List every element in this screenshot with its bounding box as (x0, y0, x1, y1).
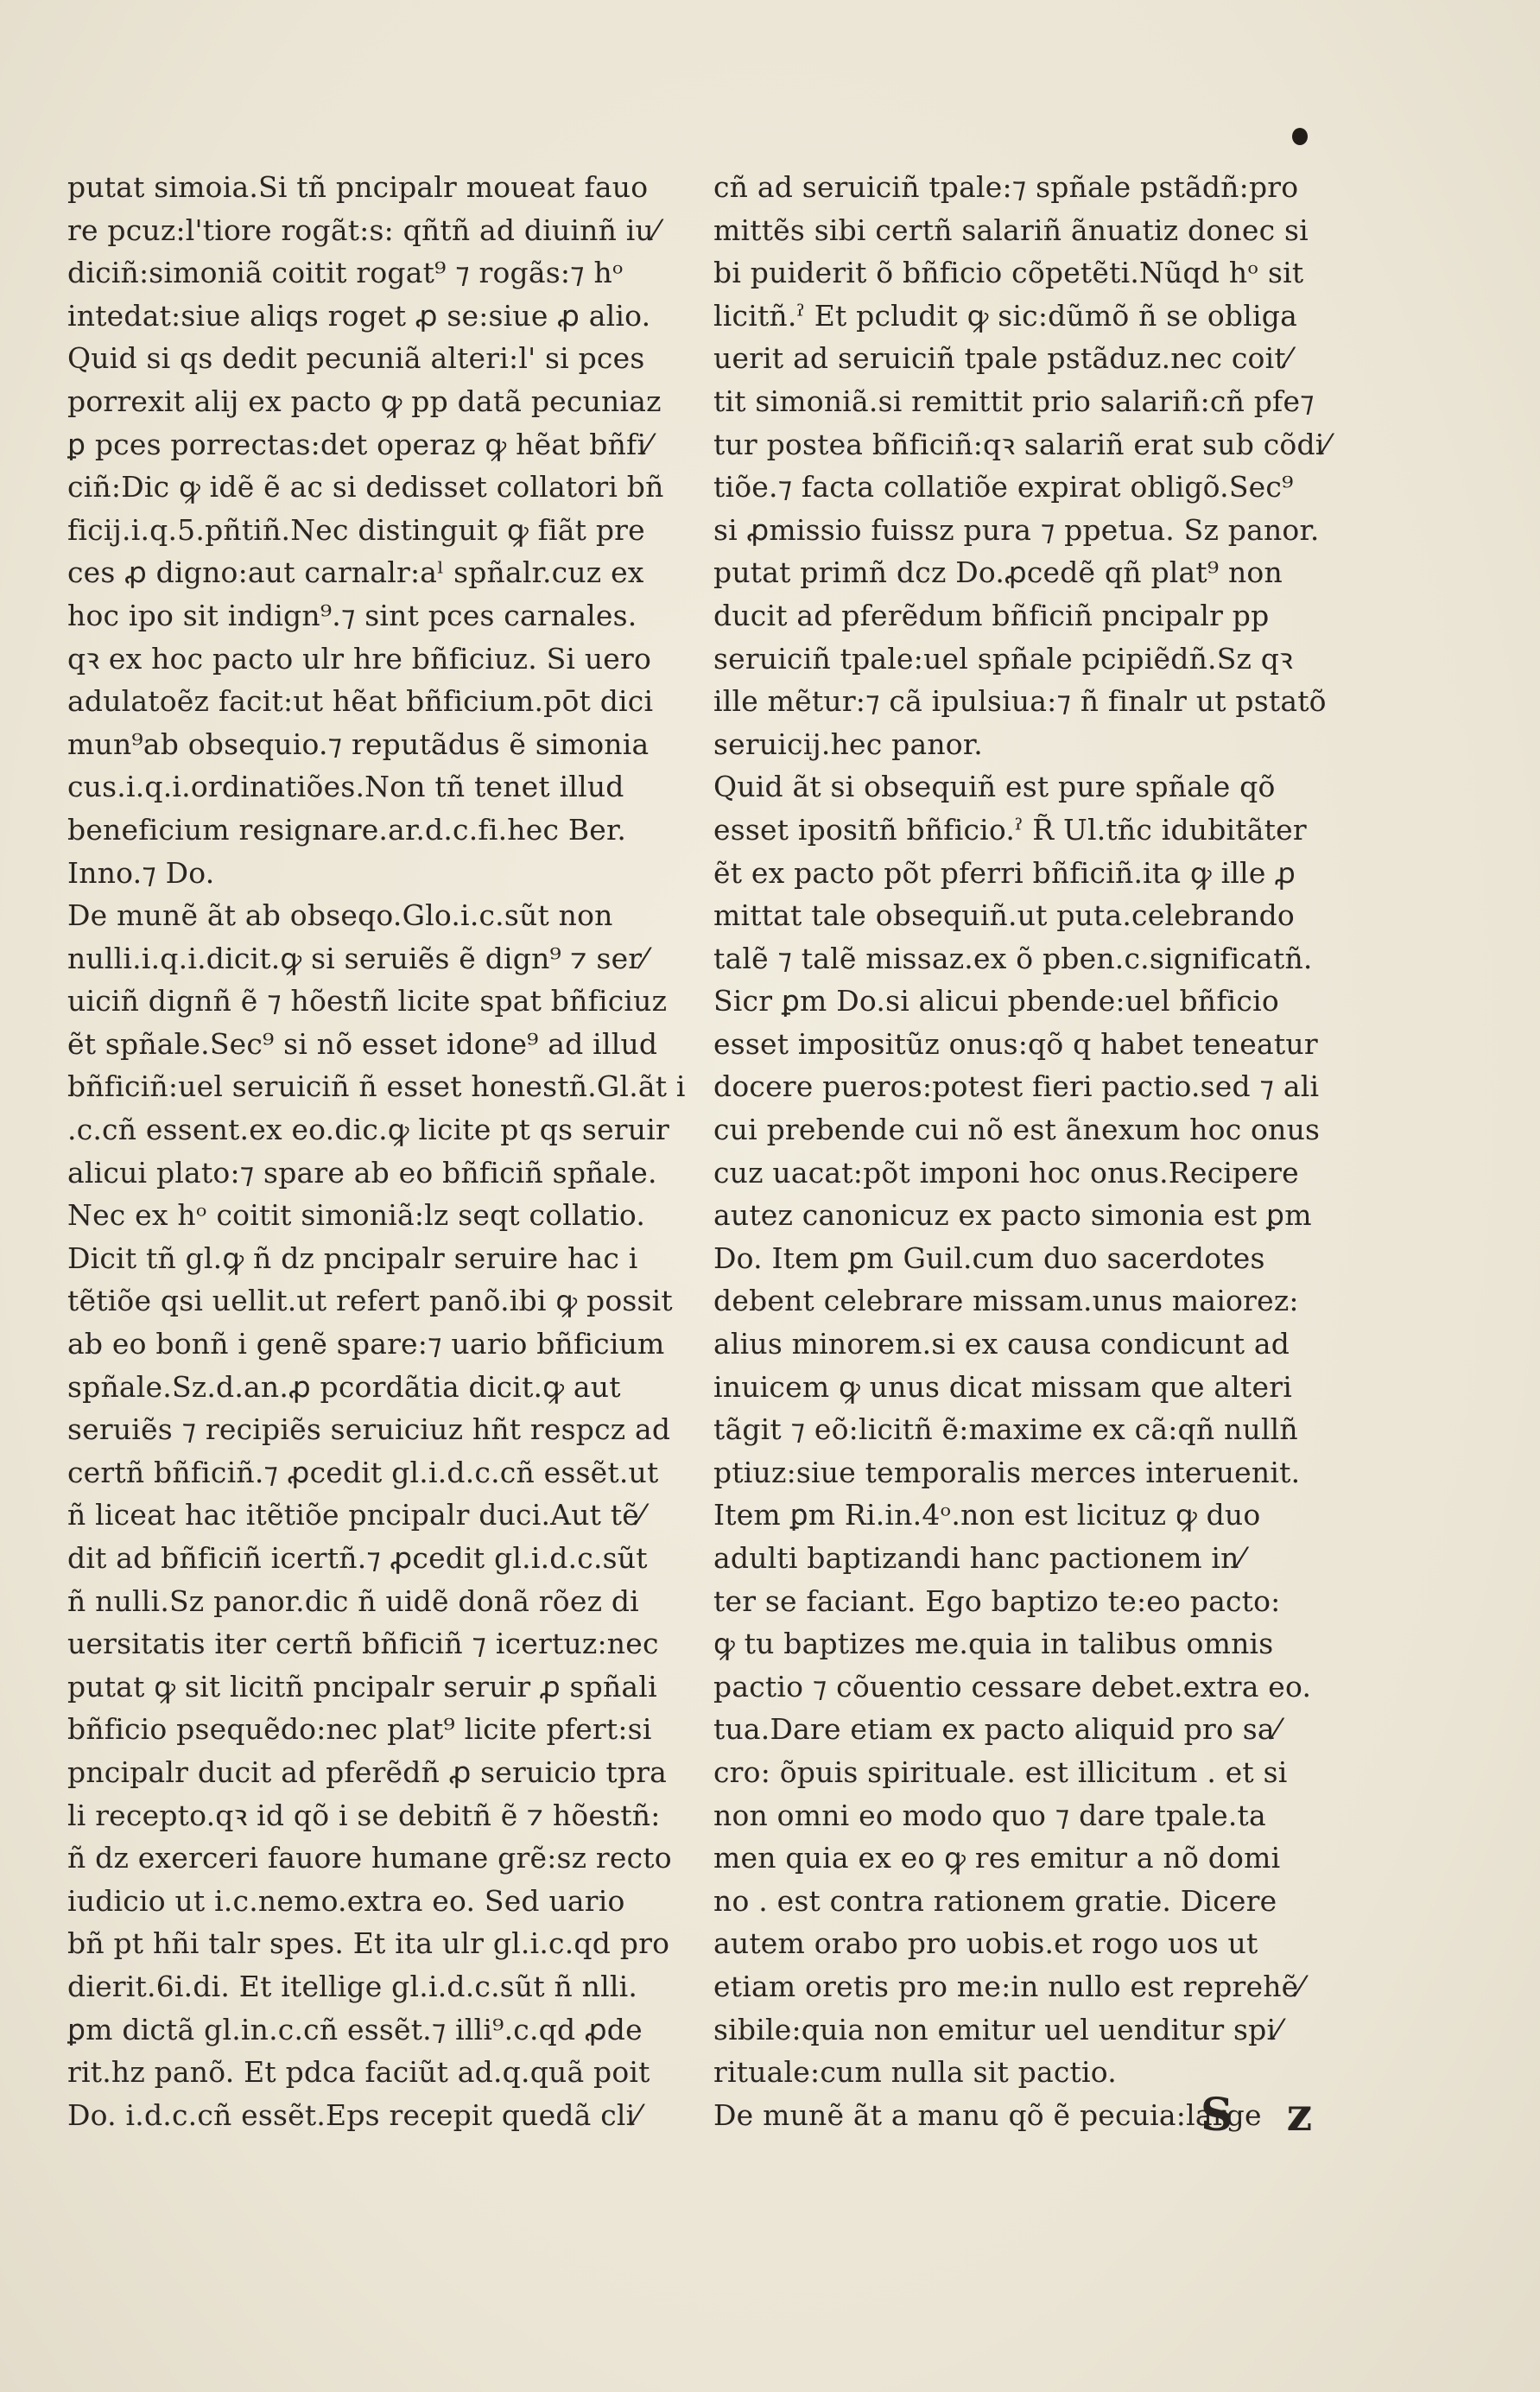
text-line: Sicr ꝑm Do.si alicui pbende:uel bñficio (713, 984, 1279, 1018)
text-line: uiciñ dignñ ẽ ⁊ hõestñ licite spat bñficiuz (67, 984, 668, 1018)
text-line: cui prebende cui nõ est ãnexum hoc onus (713, 1113, 1321, 1147)
text-line: ñ dz exerceri fauore humane grẽ:sz recto (67, 1841, 672, 1875)
text-line: talẽ ⁊ talẽ missaz.ex õ pben.c.significatñ. (713, 941, 1313, 975)
text-line: .c.cñ essent.ex eo.dic.ꝙ licite pt qs seruir (67, 1113, 669, 1147)
text-line: ab eo bonñ i genẽ spare:⁊ uario bñficium (67, 1327, 665, 1361)
text-line: tua.Dare etiam ex pacto aliquid pro sa⁄ (713, 1712, 1280, 1747)
text-line: sibile:quia non emitur uel uenditur spi⁄ (713, 2012, 1281, 2046)
text-line: seruicij.hec panor. (713, 726, 983, 761)
text-line: esset impositũz onus:qõ q habet teneatur (713, 1026, 1318, 1061)
text-line: inuicem ꝙ unus dicat missam que alteri (713, 1369, 1292, 1404)
text-line: ciñ:Dic ꝙ idẽ ẽ ac si dedisset collatori bñ (67, 470, 664, 504)
text-line: uerit ad seruiciñ tpale pstãduz.nec coit⁄ (713, 341, 1291, 376)
text-line: ces ꝓ digno:aut carnalr:aˡ spñalr.cuz ex (67, 555, 644, 590)
text-line: men quia ex eo ꝙ res emitur a nõ domi (713, 1841, 1281, 1875)
text-line: autez canonicuz ex pacto simonia est ꝑm (713, 1198, 1312, 1233)
text-line: li recepto.qꝛ id qõ i se debitñ ẽ ⁊ hõestñ: (67, 1798, 661, 1832)
text-line: Do. i.d.c.cñ essẽt.Eps recepit quedã cli⁄ (67, 2097, 641, 2132)
text-line: De munẽ ãt ab obseqo.Glo.i.c.sũt non (67, 898, 613, 933)
text-line: De munẽ ãt a manu qõ ẽ pecuia:large (713, 2097, 1262, 2132)
text-line: alius minorem.si ex causa condicunt ad (713, 1327, 1290, 1361)
text-line: no . est contra rationem gratie. Dicere (713, 1883, 1277, 1918)
text-line: re pcuz:l'tiore rogãt:s: qñtñ ad diuinñ iu⁄ (67, 213, 659, 247)
text-line: licitñ.ˀ Et pcludit ꝙ sic:dũmõ ñ se obliga (713, 298, 1297, 333)
text-line: mun⁹ab obsequio.⁊ reputãdus ẽ simonia (67, 726, 650, 761)
text-line: docere pueros:potest fieri pactio.sed ⁊ ali (713, 1069, 1320, 1104)
text-line: pncipalr ducit ad pferẽdñ ꝓ seruicio tpra (67, 1754, 668, 1789)
text-line: hoc ipo sit indign⁹.⁊ sint pces carnales. (67, 598, 637, 632)
text-line: ille mẽtur:⁊ cã ipulsiua:⁊ ñ finalr ut pstatõ (713, 684, 1327, 719)
text-line: adulti baptizandi hanc pactionem in⁄ (713, 1541, 1245, 1575)
text-line: ptiuz:siue temporalis merces interuenit. (713, 1455, 1301, 1489)
text-line: si ꝓmissio fuissz pura ⁊ ppetua. Sz panor. (713, 512, 1320, 547)
text-line: mittat tale obsequiñ.ut puta.celebrando (713, 898, 1295, 933)
text-line: rit.hz panõ. Et pdca faciũt ad.q.quã poit (67, 2055, 650, 2090)
text-line: tur postea bñficiñ:qꝛ salariñ erat sub cõdi⁄ (713, 427, 1330, 461)
text-line: etiam oretis pro me:in nullo est reprehẽ⁄ (713, 1969, 1304, 2003)
text-line: debent celebrare missam.unus maiorez: (713, 1284, 1299, 1318)
text-line: Quid si qs dedit pecuniã alteri:l' si pces (67, 341, 645, 376)
text-line: porrexit alij ex pacto ꝙ pp datã pecuniaz (67, 384, 662, 418)
text-line: ficij.i.q.5.pñtiñ.Nec distinguit ꝙ fiãt pre (67, 512, 645, 547)
text-line: tẽtiõe qsi uellit.ut refert panõ.ibi ꝙ possit (67, 1284, 673, 1318)
text-line: bi puiderit õ bñficio cõpetẽti.Nũqd hᵒ sit (713, 256, 1304, 290)
text-line: non omni eo modo quo ⁊ dare tpale.ta (713, 1798, 1266, 1832)
text-line: spñale.Sz.d.an.ꝓ pcordãtia dicit.ꝙ aut (67, 1369, 621, 1404)
text-line: ꝑ pces porrectas:det operaz ꝙ hẽat bñfi⁄ (67, 427, 651, 461)
text-line: seruiẽs ⁊ recipiẽs seruiciuz hñt respcz ad (67, 1412, 671, 1447)
text-line: putat simoia.Si tñ pncipalr moueat fauo (67, 170, 649, 204)
text-line: putat ꝙ sit licitñ pncipalr seruir ꝓ spñali (67, 1669, 657, 1704)
right-text-column (713, 166, 1378, 2136)
text-line: cuz uacat:põt imponi hoc onus.Recipere (713, 1155, 1299, 1190)
text-line: bñficio psequẽdo:nec plat⁹ licite pfert:si (67, 1712, 652, 1747)
text-line: rituale:cum nulla sit pactio. (713, 2055, 1117, 2090)
text-line: pactio ⁊ cõuentio cessare debet.extra eo. (713, 1669, 1312, 1704)
text-line: cro: õpuis spirituale. est illicitum . et si (713, 1754, 1288, 1789)
text-line: bñficiñ:uel seruiciñ ñ esset honestñ.Gl.ãt i (67, 1069, 686, 1104)
text-line: iudicio ut i.c.nemo.extra eo. Sed uario (67, 1883, 625, 1918)
text-line: seruiciñ tpale:uel spñale pcipiẽdñ.Sz qꝛ (713, 641, 1293, 676)
text-line: autem orabo pro uobis.et rogo uos ut (713, 1926, 1258, 1961)
text-line: beneficium resignare.ar.d.c.fi.hec Ber. (67, 812, 627, 847)
text-line: tit simoniã.si remittit prio salariñ:cñ pfe⁊ (713, 384, 1315, 418)
text-line: alicui plato:⁊ spare ab eo bñficiñ spñale. (67, 1155, 657, 1190)
text-line: dierit.6i.di. Et itellige gl.i.d.c.sũt ñ nlli. (67, 1969, 638, 2003)
text-line: ẽt ex pacto põt pferri bñficiñ.ita ꝙ ille ꝓ (713, 855, 1296, 890)
text-line: ꝑm dictã gl.in.c.cñ essẽt.⁊ illi⁹.c.qd ꝓde (67, 2012, 643, 2046)
text-line: mittẽs sibi certñ salariñ ãnuatiz donec si (713, 213, 1309, 247)
text-line: ꝙ tu baptizes me.quia in talibus omnis (713, 1627, 1274, 1661)
ink-dot (1292, 128, 1308, 145)
text-line: Do. Item ꝑm Guil.cum duo sacerdotes (713, 1240, 1265, 1275)
text-line: adulatoẽz facit:ut hẽat bñficium.pōt dici (67, 684, 654, 719)
text-line: cñ ad seruiciñ tpale:⁊ spñale pstãdñ:pro (713, 170, 1299, 204)
signature-mark: S z (1201, 2089, 1332, 2141)
text-line: ñ liceat hac itẽtiõe pncipalr duci.Aut tẽ⁄ (67, 1498, 644, 1532)
text-line: ẽt spñale.Sec⁹ si nõ esset idone⁹ ad illud (67, 1026, 658, 1061)
text-line: ducit ad pferẽdum bñficiñ pncipalr pp (713, 598, 1270, 632)
text-line: putat primñ dcz Do.ꝓcedẽ qñ plat⁹ non (713, 555, 1283, 590)
text-line: uersitatis iter certñ bñficiñ ⁊ icertuz:nec (67, 1627, 659, 1661)
text-line: ñ nulli.Sz panor.dic ñ uidẽ donã rõez di (67, 1583, 639, 1618)
text-line: intedat:siue aliqs roget ꝓ se:siue ꝓ alio. (67, 298, 651, 333)
text-line: bñ pt hñi talr spes. Et ita ulr gl.i.c.qd pro (67, 1926, 670, 1961)
text-line: cus.i.q.i.ordinatiões.Non tñ tenet illud (67, 770, 624, 804)
text-line: tiõe.⁊ facta collatiõe expirat obligõ.Sec⁹ (713, 470, 1294, 504)
text-line: Nec ex hᵒ coitit simoniã:lz seqt collatio. (67, 1198, 646, 1233)
text-line: ter se faciant. Ego baptizo te:eo pacto: (713, 1583, 1281, 1618)
text-line: diciñ:simoniã coitit rogat⁹ ⁊ rogãs:⁊ hᵒ (67, 256, 624, 290)
text-line: Inno.⁊ Do. (67, 855, 215, 890)
text-line: nulli.i.q.i.dicit.ꝙ si seruiẽs ẽ dign⁹ ⁊ ser⁄ (67, 941, 647, 975)
left-text-column (67, 166, 711, 2136)
text-line: certñ bñficiñ.⁊ ꝓcedit gl.i.d.c.cñ essẽt.ut (67, 1455, 659, 1489)
text-line: tãgit ⁊ eõ:licitñ ẽ:maxime ex cã:qñ nullñ (713, 1412, 1298, 1447)
text-line: dit ad bñficiñ icertñ.⁊ ꝓcedit gl.i.d.c.sũt (67, 1541, 648, 1575)
text-line: qꝛ ex hoc pacto ulr hre bñficiuz. Si uero (67, 641, 652, 676)
text-line: Dicit tñ gl.ꝙ ñ dz pncipalr seruire hac i (67, 1240, 638, 1275)
text-line: Item ꝑm Ri.in.4ᵒ.non est licituz ꝙ duo (713, 1498, 1261, 1532)
text-line: Quid ãt si obsequiñ est pure spñale qõ (713, 770, 1276, 804)
text-line: esset ipositñ bñficio.ˀ R̃ Ul.tñc idubitãter (713, 812, 1307, 847)
